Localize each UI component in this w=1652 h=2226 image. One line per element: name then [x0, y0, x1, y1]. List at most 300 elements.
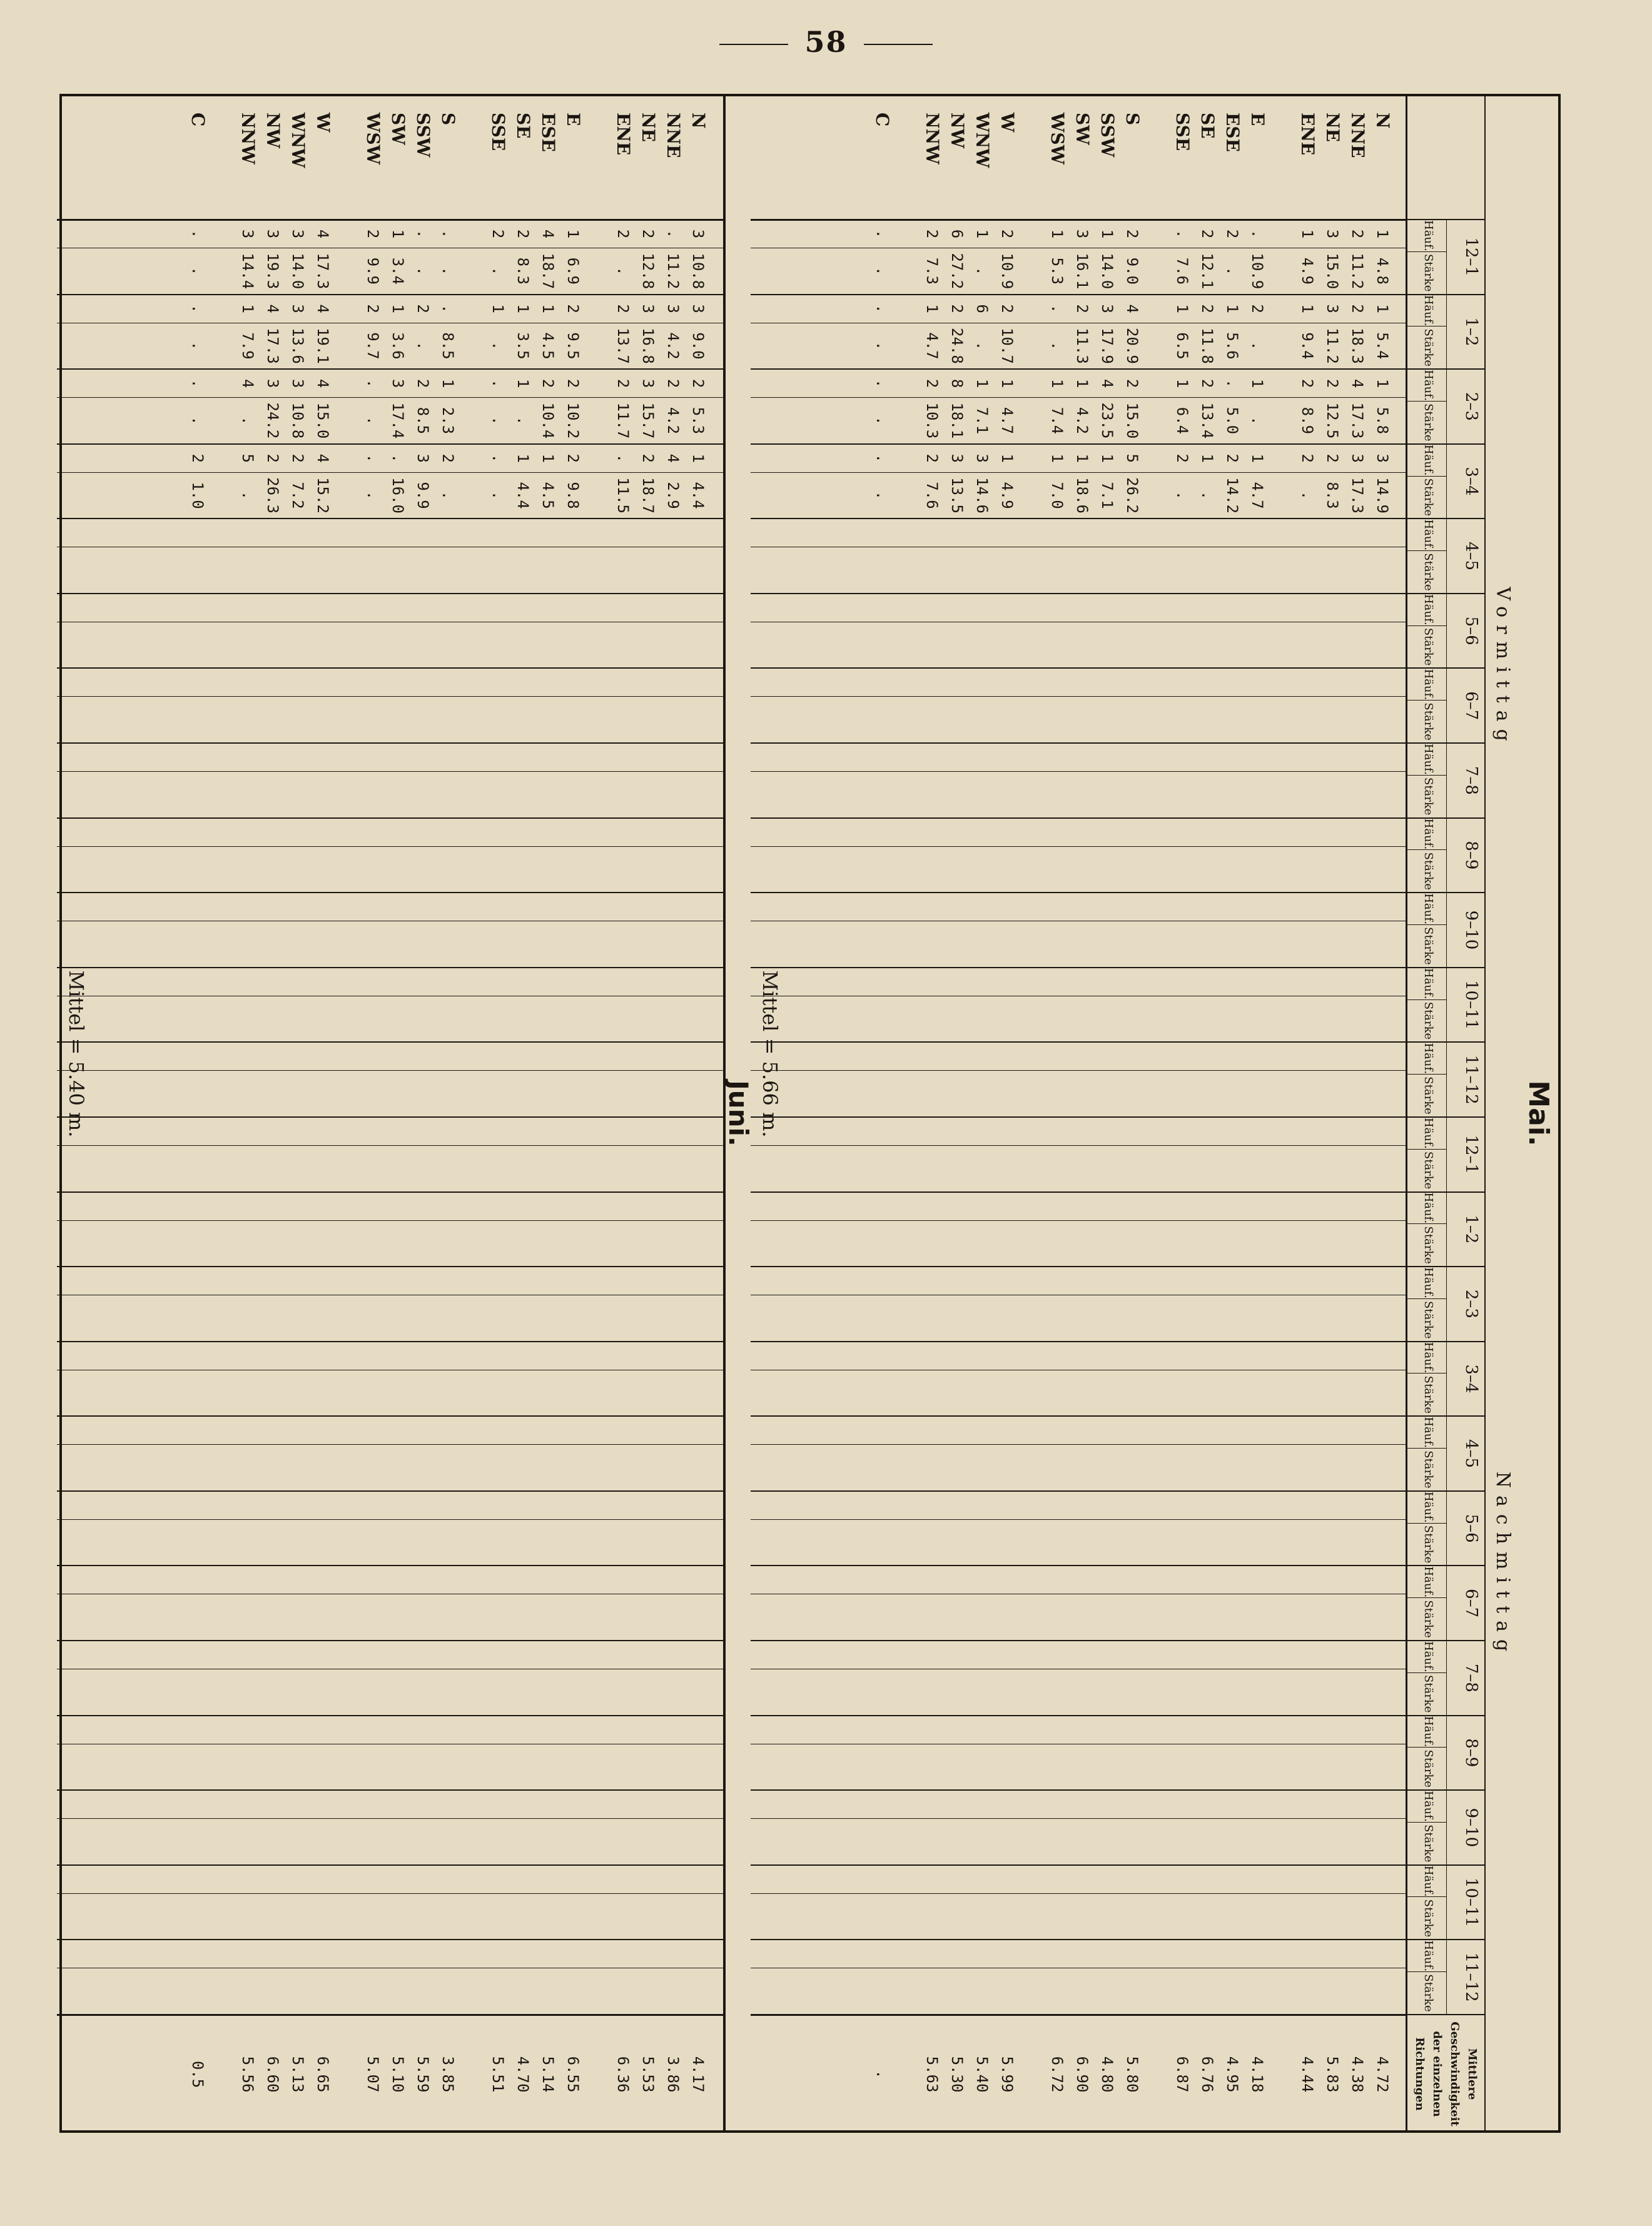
- staerke-column: [751, 1669, 1407, 1715]
- table-cell: .: [189, 266, 206, 276]
- table-cell: 9.7: [364, 332, 382, 360]
- table-cell: 8.5: [414, 407, 432, 435]
- direction-label: SW: [1072, 113, 1093, 145]
- table-cell: 5.3: [1048, 257, 1066, 285]
- table-cell: 9.9: [364, 257, 382, 285]
- table-cell: 14.0: [289, 253, 307, 290]
- staerke-column: [751, 696, 1407, 742]
- table-cell: 2: [539, 378, 557, 388]
- mean-speed-cell: 5.14: [539, 2056, 557, 2093]
- sub-header: [1406, 220, 1447, 294]
- table-cell: 7.1: [1098, 482, 1116, 509]
- cell-group: [185, 323, 210, 369]
- table-cell: 1: [998, 453, 1016, 463]
- haeuf-column: [57, 1789, 723, 1818]
- table-cell: 1: [1173, 304, 1191, 313]
- table-cell: 1: [439, 378, 457, 388]
- direction-column: [751, 94, 1407, 221]
- mean-speed-cell: 6.60: [264, 2056, 281, 2093]
- cell-group: [1045, 473, 1145, 519]
- table-cell: 23.5: [1098, 402, 1116, 439]
- table-cell: 3: [689, 229, 707, 239]
- sub-header: [1406, 819, 1447, 893]
- haeuf-column: [751, 368, 1407, 397]
- cell-group: [360, 323, 460, 369]
- table-cell: 5.4: [1374, 332, 1391, 360]
- hour-column-header: [1406, 1939, 1484, 2014]
- direction-label: SSW: [1097, 113, 1118, 158]
- staerke-column: [751, 622, 1407, 668]
- staerke-label: Stärke: [1422, 1001, 1435, 1040]
- hour-column-header: [1406, 1789, 1484, 1864]
- staerke-column: [57, 1818, 723, 1864]
- table-cell: 2: [1349, 229, 1366, 239]
- haeuf-column: [57, 443, 723, 472]
- table-cell: 3: [289, 378, 307, 388]
- table-cell: 2: [1198, 229, 1216, 239]
- table-cell: 2: [1198, 378, 1216, 388]
- cell-group: [485, 370, 585, 397]
- month-title-mai: Mai.: [1523, 1080, 1554, 1146]
- hour-column-header: [1406, 368, 1484, 443]
- mean-speed-cell: 0.5: [189, 2060, 206, 2088]
- table-cell: 5.3: [689, 407, 707, 435]
- table-cell: 2: [639, 453, 657, 463]
- table-cell: 4.9: [998, 482, 1016, 509]
- haeuf-column: [57, 518, 723, 547]
- cell-group: [611, 398, 711, 443]
- table-cell: .: [439, 266, 457, 276]
- table-cell: 9.9: [414, 482, 432, 509]
- direction-label: E: [1247, 113, 1268, 126]
- direction-label: S: [1122, 113, 1143, 126]
- haeuf-label: Häuf.: [1406, 1791, 1446, 1823]
- direction-label: W: [313, 113, 333, 133]
- table-cell: 19.1: [314, 327, 332, 364]
- table-cell: .: [873, 416, 891, 425]
- table-cell: 4.7: [923, 332, 941, 360]
- table-cell: 10.3: [923, 402, 941, 439]
- table-cell: 15.0: [1324, 253, 1341, 290]
- staerke-column: [57, 1070, 723, 1116]
- haeuf-column: [57, 1415, 723, 1444]
- direction-column: [57, 94, 723, 221]
- staerke-column: [57, 1370, 723, 1416]
- staerke-label: Stärke: [1422, 1674, 1435, 1713]
- staerke-label: Stärke: [1422, 478, 1435, 517]
- table-cell: .: [1249, 416, 1266, 425]
- table-cell: 2.3: [439, 407, 457, 435]
- mean-speed-cell: 4.17: [689, 2056, 707, 2093]
- table-cell: 2: [1249, 304, 1266, 313]
- haeuf-column: [751, 967, 1407, 996]
- direction-label: S: [438, 113, 459, 126]
- hour-label: 11–12: [1462, 1055, 1481, 1105]
- hour-label: 7–8: [1462, 766, 1481, 795]
- direction-group: [485, 94, 585, 219]
- table-cell: 3: [1098, 304, 1116, 313]
- hour-column-header: [1406, 1191, 1484, 1267]
- table-cell: 7.9: [239, 332, 256, 360]
- sub-header: [1406, 1492, 1447, 1566]
- month-title-juni: Juni.: [723, 1080, 754, 1146]
- direction-label: NW: [947, 113, 968, 149]
- table-cell: .: [1249, 229, 1266, 239]
- staerke-label: Stärke: [1422, 1450, 1435, 1489]
- hour-label: 1–2: [1462, 317, 1481, 347]
- hour-label: 8–9: [1462, 841, 1481, 870]
- cell-group: [1170, 2016, 1270, 2133]
- staerke-label: Stärke: [1422, 253, 1435, 292]
- haeuf-label: Häuf.: [1406, 1940, 1446, 1972]
- cell-group: [360, 398, 460, 443]
- hour-label: 8–9: [1462, 1738, 1481, 1768]
- table-cell: 5: [239, 453, 256, 463]
- cell-group: [1295, 220, 1395, 248]
- haeuf-column: [751, 1266, 1407, 1295]
- staerke-column: [751, 1295, 1407, 1341]
- direction-label: ENE: [613, 113, 634, 156]
- staerke-column: [751, 547, 1407, 593]
- staerke-column: [751, 1370, 1407, 1416]
- mean-speed-cell: 5.59: [414, 2056, 432, 2093]
- table-cell: 3: [639, 304, 657, 313]
- staerke-label: Stärke: [1422, 1076, 1435, 1115]
- staerke-column: [57, 1295, 723, 1341]
- haeuf-column: [57, 1341, 723, 1370]
- hour-label: 2–3: [1462, 1289, 1481, 1318]
- staerke-label: Stärke: [1422, 927, 1435, 965]
- mean-speed-cell: 5.53: [639, 2056, 657, 2093]
- table-cell: .: [439, 304, 457, 313]
- hour-header-row: [1406, 219, 1486, 2014]
- sub-header: [1406, 1641, 1447, 1715]
- cell-group: [1295, 295, 1395, 323]
- direction-label: NNE: [663, 113, 684, 158]
- table-cell: 10.9: [1249, 253, 1266, 290]
- cell-group: [360, 2016, 460, 2133]
- haeuf-column: [751, 742, 1407, 771]
- table-cell: 2: [439, 453, 457, 463]
- table-cell: 4: [314, 453, 332, 463]
- table-cell: 9.0: [689, 332, 707, 360]
- staerke-label: Stärke: [1422, 553, 1435, 591]
- staerke-column: [57, 996, 723, 1042]
- table-cell: 2: [614, 378, 632, 388]
- direction-group: [185, 94, 210, 219]
- cell-group: [1045, 370, 1145, 397]
- sub-header: [1406, 893, 1447, 967]
- mean-speed-cell: 4.80: [1098, 2056, 1116, 2093]
- table-cell: 4: [239, 378, 256, 388]
- direction-label: NE: [638, 113, 659, 142]
- haeuf-label: Häuf.: [1406, 1566, 1446, 1598]
- table-cell: 1: [1249, 378, 1266, 388]
- cell-group: [185, 445, 210, 472]
- rotated-table: [59, 94, 1561, 2133]
- hour-label: 4–5: [1462, 1439, 1481, 1469]
- haeuf-label: Häuf.: [1406, 1118, 1446, 1150]
- table-cell: 3.5: [514, 332, 532, 360]
- table-cell: 1: [564, 229, 582, 239]
- cell-group: [360, 295, 460, 323]
- staerke-label: Stärke: [1422, 1600, 1435, 1638]
- staerke-label: Stärke: [1422, 777, 1435, 816]
- table-cell: 9.8: [564, 482, 582, 509]
- table-cell: .: [1173, 229, 1191, 239]
- hour-column-header: [1406, 1715, 1484, 1790]
- haeuf-label: Häuf.: [1406, 1641, 1446, 1673]
- table-cell: .: [189, 229, 206, 239]
- cell-group: [360, 445, 460, 472]
- sub-header: [1406, 1118, 1447, 1191]
- table-cell: 2: [923, 378, 941, 388]
- table-cell: 17.3: [1349, 477, 1366, 513]
- staerke-label: Stärke: [1422, 627, 1435, 666]
- table-cell: .: [364, 416, 382, 425]
- sub-header: [1406, 445, 1447, 519]
- haeuf-column: [57, 1266, 723, 1295]
- table-cell: .: [189, 341, 206, 351]
- table-cell: 2: [1198, 304, 1216, 313]
- cell-group: [611, 473, 711, 519]
- table-cell: 1: [1048, 378, 1066, 388]
- table-cell: 4.9: [1299, 257, 1316, 285]
- table-cell: 4.8: [1374, 257, 1391, 285]
- haeuf-label: Häuf.: [1406, 1866, 1446, 1898]
- table-cell: 1: [973, 378, 991, 388]
- cell-group: [869, 323, 894, 369]
- mean-speed-cell: .: [873, 2070, 891, 2079]
- cell-group: [869, 248, 894, 294]
- table-cell: 7.6: [1173, 257, 1191, 285]
- table-cell: 11.2: [1349, 253, 1366, 290]
- cell-group: [869, 473, 894, 519]
- table-cell: 3: [948, 453, 966, 463]
- table-cell: 1: [1224, 304, 1241, 313]
- table-cell: 11.2: [664, 253, 682, 290]
- direction-label: SW: [388, 113, 408, 145]
- haeuf-label: Häuf.: [1406, 220, 1446, 252]
- sub-header: [1406, 1193, 1447, 1267]
- table-cell: .: [614, 453, 632, 463]
- cell-group: [1045, 220, 1145, 248]
- mean-speed-cell: 5.30: [948, 2056, 966, 2093]
- cell-group: [920, 220, 1020, 248]
- mean-speed-cell: 6.65: [314, 2056, 332, 2093]
- table-cell: 1: [539, 453, 557, 463]
- cell-group: [1170, 295, 1270, 323]
- cell-group: [1170, 473, 1270, 519]
- hour-label: 3–4: [1462, 1364, 1481, 1394]
- table-cell: 3: [264, 378, 281, 388]
- table-cell: 3: [414, 453, 432, 463]
- staerke-column: [57, 1220, 723, 1267]
- table-cell: 12.1: [1198, 253, 1216, 290]
- table-cell: 1: [489, 304, 507, 313]
- haeuf-label: Häuf.: [1406, 893, 1446, 925]
- cell-group: [920, 445, 1020, 472]
- hour-column-header: [1406, 667, 1484, 742]
- table-cell: 1: [1249, 453, 1266, 463]
- mean-speed-cell: 6.72: [1048, 2056, 1066, 2093]
- staerke-column: [57, 1444, 723, 1490]
- hour-column-header: [1406, 1640, 1484, 1715]
- table-cell: 2: [664, 378, 682, 388]
- table-cell: 24.8: [948, 327, 966, 364]
- cell-group: [1295, 370, 1395, 397]
- table-cell: .: [873, 229, 891, 239]
- table-cell: 1: [1073, 453, 1091, 463]
- haeuf-column: [57, 1939, 723, 1968]
- table-cell: .: [439, 490, 457, 500]
- mean-speed-cell: 5.63: [923, 2056, 941, 2093]
- cell-group: [869, 295, 894, 323]
- direction-group: [611, 94, 711, 219]
- hour-column-header: [1406, 1041, 1484, 1116]
- table-cell: 3: [389, 378, 407, 388]
- table-cell: 1: [389, 229, 407, 239]
- mean-speed-cell: 5.51: [489, 2056, 507, 2093]
- table-cell: 4: [1349, 378, 1366, 388]
- table-cell: .: [873, 304, 891, 313]
- hour-column-header: [1406, 518, 1484, 593]
- staerke-column: [751, 1968, 1407, 2014]
- staerke-column: [57, 1893, 723, 1940]
- table-cell: 1: [239, 304, 256, 313]
- table-cell: 14.0: [1098, 253, 1116, 290]
- cell-group: [1045, 2016, 1145, 2133]
- cell-group: [1170, 398, 1270, 443]
- table-cell: 1: [1173, 378, 1191, 388]
- table-cell: 4.5: [539, 482, 557, 509]
- direction-label: C: [872, 113, 893, 127]
- cell-group: [611, 445, 711, 472]
- table-cell: 2: [614, 229, 632, 239]
- monthly-mean-label: Mittel = 5.66 m.: [758, 970, 782, 1138]
- haeuf-column: [57, 817, 723, 846]
- table-cell: 3: [1073, 229, 1091, 239]
- cell-group: [1295, 445, 1395, 472]
- cell-group: [485, 220, 585, 248]
- table-cell: 2: [1073, 304, 1091, 313]
- table-cell: 4: [314, 229, 332, 239]
- mean-speed-cell: 5.10: [389, 2056, 407, 2093]
- cell-group: [485, 445, 585, 472]
- table-cell: 2: [923, 229, 941, 239]
- haeuf-column: [751, 1116, 1407, 1145]
- table-cell: 4: [314, 378, 332, 388]
- table-cell: 1: [689, 453, 707, 463]
- hour-column-header: [1406, 892, 1484, 967]
- haeuf-label: Häuf.: [1406, 1193, 1446, 1225]
- cell-group: [1295, 323, 1395, 369]
- table-cell: 1: [1374, 229, 1391, 239]
- cell-group: [235, 370, 335, 397]
- table-cell: .: [414, 266, 432, 276]
- staerke-label: Stärke: [1422, 1824, 1435, 1863]
- staerke-column: [751, 323, 1407, 369]
- table-cell: 18.7: [539, 253, 557, 290]
- haeuf-column: [57, 294, 723, 323]
- table-cell: 4: [664, 453, 682, 463]
- table-cell: 18.3: [1349, 327, 1366, 364]
- table-cell: 5.8: [1374, 407, 1391, 435]
- haeuf-column: [751, 1939, 1407, 1968]
- table-cell: .: [489, 453, 507, 463]
- header-nachmittag: Nachmittag: [1492, 1471, 1514, 1659]
- haeuf-column: [751, 294, 1407, 323]
- monthly-mean-label: Mittel = 5.40 m.: [64, 970, 88, 1138]
- sub-header: [1406, 1716, 1447, 1790]
- mean-speed-cell: 5.56: [239, 2056, 256, 2093]
- table-cell: 2: [264, 453, 281, 463]
- table-cell: 10.8: [289, 402, 307, 439]
- haeuf-label: Häuf.: [1406, 295, 1446, 327]
- table-cell: 14.6: [973, 477, 991, 513]
- haeuf-label: Häuf.: [1406, 1043, 1446, 1075]
- haeuf-column: [751, 518, 1407, 547]
- mean-header-line: der einzelnen: [1431, 2031, 1444, 2117]
- table-cell: 18.6: [1073, 477, 1091, 513]
- staerke-column: [751, 397, 1407, 443]
- haeuf-column: [751, 1341, 1407, 1370]
- staerke-column: [57, 1669, 723, 1715]
- staerke-label: Stärke: [1422, 1375, 1435, 1414]
- table-cell: 3: [1374, 453, 1391, 463]
- table-cell: 6.9: [564, 257, 582, 285]
- hour-column-header: [1406, 219, 1484, 294]
- table-cell: 24.2: [264, 402, 281, 439]
- mean-speed-column: [751, 2014, 1407, 2133]
- cell-group: [235, 220, 335, 248]
- table-cell: 17.3: [264, 327, 281, 364]
- table-cell: 17.4: [389, 402, 407, 439]
- staerke-column: [57, 1145, 723, 1191]
- table-cell: 3: [973, 453, 991, 463]
- table-cell: 7.6: [923, 482, 941, 509]
- cell-group: [360, 370, 460, 397]
- table-cell: 2: [289, 453, 307, 463]
- mean-speed-cell: 4.70: [514, 2056, 532, 2093]
- table-cell: 5.0: [1224, 407, 1241, 435]
- cell-group: [611, 370, 711, 397]
- table-cell: 2: [689, 378, 707, 388]
- table-cell: 3: [664, 304, 682, 313]
- table-cell: 7.2: [289, 482, 307, 509]
- direction-label: E: [563, 113, 584, 126]
- haeuf-label: Häuf.: [1406, 669, 1446, 701]
- hour-label: 12–1: [1462, 1135, 1481, 1175]
- table-cell: 17.3: [1349, 402, 1366, 439]
- direction-label: SE: [1197, 113, 1218, 139]
- mean-speed-cell: 4.44: [1299, 2056, 1316, 2093]
- table-cell: .: [1249, 341, 1266, 351]
- table-cell: 7.0: [1048, 482, 1066, 509]
- staerke-column: [751, 248, 1407, 294]
- direction-label: SSE: [488, 113, 509, 151]
- haeuf-label: Häuf.: [1406, 370, 1446, 402]
- haeuf-label: Häuf.: [1406, 1492, 1446, 1524]
- direction-label: WSW: [1047, 113, 1068, 165]
- hour-column-header: [1406, 1565, 1484, 1640]
- table-cell: 6.4: [1173, 407, 1191, 435]
- table-cell: 18.1: [948, 402, 966, 439]
- cell-group: [185, 220, 210, 248]
- table-cell: 4.2: [664, 407, 682, 435]
- haeuf-column: [751, 1565, 1407, 1594]
- table-cell: .: [364, 490, 382, 500]
